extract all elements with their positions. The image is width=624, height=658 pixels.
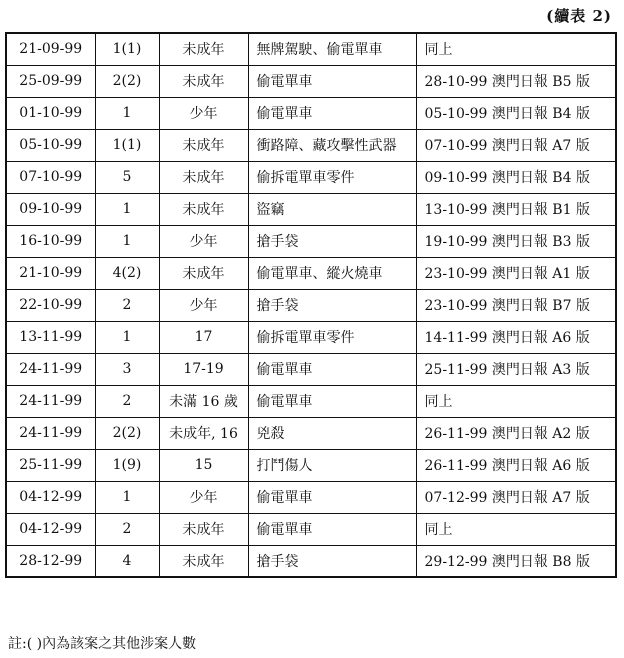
count-cell: 1 bbox=[95, 481, 159, 513]
offense-cell: 打鬥傷人 bbox=[248, 449, 416, 481]
age-cell: 未成年 bbox=[159, 545, 248, 577]
date-cell: 28-12-99 bbox=[6, 545, 95, 577]
age-cell: 未成年 bbox=[159, 257, 248, 289]
offense-cell: 偷電單車 bbox=[248, 481, 416, 513]
source-cell: 05-10-99 澳門日報 B4 版 bbox=[416, 97, 616, 129]
offense-cell: 無牌駕駛、偷電單車 bbox=[248, 33, 416, 65]
date-cell: 22-10-99 bbox=[6, 289, 95, 321]
source-cell: 14-11-99 澳門日報 A6 版 bbox=[416, 321, 616, 353]
offense-cell: 偷電單車 bbox=[248, 513, 416, 545]
date-cell: 01-10-99 bbox=[6, 97, 95, 129]
offense-cell: 兇殺 bbox=[248, 417, 416, 449]
table-row bbox=[6, 321, 616, 353]
age-cell: 未成年 bbox=[159, 65, 248, 97]
source-cell: 29-12-99 澳門日報 B8 版 bbox=[416, 545, 616, 577]
source-cell: 同上 bbox=[416, 513, 616, 545]
date-cell: 25-11-99 bbox=[6, 449, 95, 481]
age-cell: 15 bbox=[159, 449, 248, 481]
count-cell: 2 bbox=[95, 513, 159, 545]
table-row bbox=[6, 545, 616, 577]
table-row bbox=[6, 193, 616, 225]
count-cell: 1(1) bbox=[95, 33, 159, 65]
source-cell: 25-11-99 澳門日報 A3 版 bbox=[416, 353, 616, 385]
count-cell: 5 bbox=[95, 161, 159, 193]
date-cell: 21-09-99 bbox=[6, 33, 95, 65]
date-cell: 04-12-99 bbox=[6, 481, 95, 513]
table-row bbox=[6, 65, 616, 97]
table-row bbox=[6, 353, 616, 385]
age-cell: 未滿 16 歲 bbox=[159, 385, 248, 417]
count-cell: 1 bbox=[95, 193, 159, 225]
date-cell: 05-10-99 bbox=[6, 129, 95, 161]
age-cell: 少年 bbox=[159, 289, 248, 321]
date-cell: 24-11-99 bbox=[6, 385, 95, 417]
table-row bbox=[6, 129, 616, 161]
offense-cell: 盜竊 bbox=[248, 193, 416, 225]
table-row bbox=[6, 257, 616, 289]
offense-cell: 搶手袋 bbox=[248, 225, 416, 257]
source-cell: 13-10-99 澳門日報 B1 版 bbox=[416, 193, 616, 225]
count-cell: 1 bbox=[95, 225, 159, 257]
source-cell: 28-10-99 澳門日報 B5 版 bbox=[416, 65, 616, 97]
age-cell: 未成年 bbox=[159, 33, 248, 65]
offense-cell: 搶手袋 bbox=[248, 289, 416, 321]
count-cell: 2(2) bbox=[95, 417, 159, 449]
table-row bbox=[6, 481, 616, 513]
source-cell: 23-10-99 澳門日報 B7 版 bbox=[416, 289, 616, 321]
table-row bbox=[6, 225, 616, 257]
date-cell: 21-10-99 bbox=[6, 257, 95, 289]
age-cell: 17 bbox=[159, 321, 248, 353]
offense-cell: 偷拆電單車零件 bbox=[248, 321, 416, 353]
source-cell: 23-10-99 澳門日報 A1 版 bbox=[416, 257, 616, 289]
table-row bbox=[6, 161, 616, 193]
date-cell: 07-10-99 bbox=[6, 161, 95, 193]
count-cell: 1 bbox=[95, 321, 159, 353]
source-cell: 26-11-99 澳門日報 A6 版 bbox=[416, 449, 616, 481]
age-cell: 少年 bbox=[159, 97, 248, 129]
count-cell: 2 bbox=[95, 289, 159, 321]
source-cell: 19-10-99 澳門日報 B3 版 bbox=[416, 225, 616, 257]
offense-cell: 偷電單車、縱火燒車 bbox=[248, 257, 416, 289]
source-cell: 09-10-99 澳門日報 B4 版 bbox=[416, 161, 616, 193]
offense-cell: 衝路障、藏攻擊性武器 bbox=[248, 129, 416, 161]
offense-cell: 搶手袋 bbox=[248, 545, 416, 577]
source-cell: 07-12-99 澳門日報 A7 版 bbox=[416, 481, 616, 513]
offense-cell: 偷電單車 bbox=[248, 97, 416, 129]
table-row bbox=[6, 385, 616, 417]
count-cell: 2 bbox=[95, 385, 159, 417]
age-cell: 未成年, 16 bbox=[159, 417, 248, 449]
age-cell: 未成年 bbox=[159, 193, 248, 225]
case-table bbox=[5, 32, 617, 578]
offense-cell: 偷拆電單車零件 bbox=[248, 161, 416, 193]
source-cell: 同上 bbox=[416, 385, 616, 417]
count-cell: 1 bbox=[95, 97, 159, 129]
offense-cell: 偷電單車 bbox=[248, 385, 416, 417]
footnote: 註:( )內為該案之其他涉案人數 bbox=[8, 636, 197, 652]
age-cell: 未成年 bbox=[159, 513, 248, 545]
offense-cell: 偷電單車 bbox=[248, 65, 416, 97]
date-cell: 24-11-99 bbox=[6, 353, 95, 385]
table-row bbox=[6, 417, 616, 449]
count-cell: 3 bbox=[95, 353, 159, 385]
table-row bbox=[6, 97, 616, 129]
age-cell: 未成年 bbox=[159, 129, 248, 161]
table-row bbox=[6, 449, 616, 481]
table-row bbox=[6, 33, 616, 65]
date-cell: 16-10-99 bbox=[6, 225, 95, 257]
source-cell: 26-11-99 澳門日報 A2 版 bbox=[416, 417, 616, 449]
age-cell: 17-19 bbox=[159, 353, 248, 385]
date-cell: 04-12-99 bbox=[6, 513, 95, 545]
count-cell: 1(9) bbox=[95, 449, 159, 481]
date-cell: 25-09-99 bbox=[6, 65, 95, 97]
age-cell: 少年 bbox=[159, 225, 248, 257]
source-cell: 同上 bbox=[416, 33, 616, 65]
date-cell: 24-11-99 bbox=[6, 417, 95, 449]
age-cell: 未成年 bbox=[159, 161, 248, 193]
count-cell: 2(2) bbox=[95, 65, 159, 97]
age-cell: 少年 bbox=[159, 481, 248, 513]
count-cell: 1(1) bbox=[95, 129, 159, 161]
continued-label: (續表 2) bbox=[546, 7, 612, 25]
count-cell: 4(2) bbox=[95, 257, 159, 289]
date-cell: 09-10-99 bbox=[6, 193, 95, 225]
source-cell: 07-10-99 澳門日報 A7 版 bbox=[416, 129, 616, 161]
table-row bbox=[6, 513, 616, 545]
date-cell: 13-11-99 bbox=[6, 321, 95, 353]
count-cell: 4 bbox=[95, 545, 159, 577]
offense-cell: 偷電單車 bbox=[248, 353, 416, 385]
case-table-body bbox=[6, 33, 616, 577]
table-row bbox=[6, 289, 616, 321]
